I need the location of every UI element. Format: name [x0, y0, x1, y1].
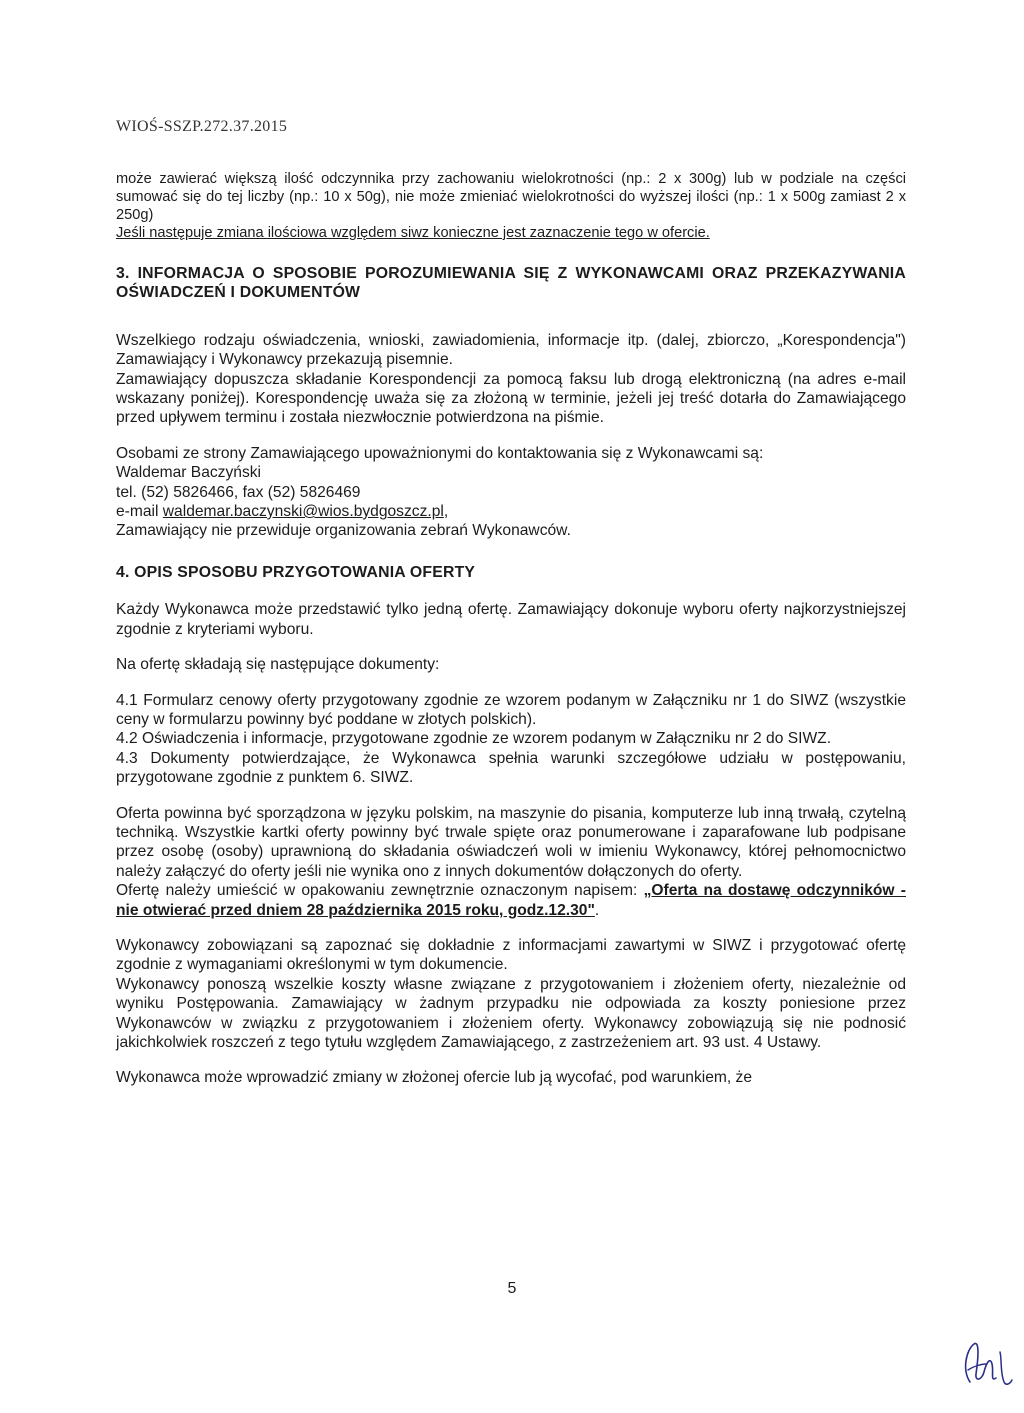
contact-intro: Osobami ze strony Zamawiającego upoważnionymi do kontaktowania się z Wykonawcami są: — [116, 444, 764, 462]
section-4-paragraph-6: Wykonawcy ponoszą wszelkie koszty własne związane z przygotowaniem i złożeniem oferty, niezależnie od wyniku Postępowania. Zamawiający w żadnym przypadku nie odpowiada za koszty poniesione przez Wykonawców w związku z przygotowaniem i złożeniem oferty. Wykonawcy zobowiązują się nie podnosić jakichkolwiek roszczeń z tego tytułu względem Zamawiającego, z zastrzeżeniem art. 93 ust. 4 Ustawy. — [116, 975, 906, 1051]
page-content — [116, 170, 906, 1088]
contact-phone: tel. (52) 5826466, fax (52) 5826469 — [116, 483, 361, 501]
email-suffix: , — [443, 503, 449, 521]
envelope-label-text: „Oferta na dostawę odczynników - nie otwierać przed dniem 28 października 2015 roku, godz.12.30" — [116, 882, 906, 919]
intro-paragraph: może zawierać większą ilość odczynnika przy zachowaniu wielokrotności (np.: 2 x 300g) lub w podziale na części sumować się do tej liczby (np.: 10 x 50g), nie może zmieniać wielokrotności do wyższej ilości (np.: 1 x 500g zamiast 2 x 250g) — [116, 171, 906, 223]
section-4-paragraph-5: Wykonawcy zobowiązani są zapoznać się dokładnie z informacjami zawartymi w SIWZ i przygotować ofertę zgodnie z wymaganiami określonymi w tym dokumencie. — [116, 936, 906, 974]
section-4-paragraph-4 — [116, 881, 906, 920]
section-4-paragraph-7: Wykonawca może wprowadzić zmiany w złożonej ofercie lub ją wycofać, pod warunkiem, że — [116, 1069, 753, 1087]
section-4-item-3: 4.3 Dokumenty potwierdzające, że Wykonawca spełnia warunki szczegółowe udziału w postępowaniu, przygotowane zgodnie z punktem 6. SIWZ. — [116, 749, 906, 787]
section-4-heading: 4. OPIS SPOSOBU PRZYGOTOWANIA OFERTY — [116, 563, 476, 581]
intro-note-underlined: Jeśli następuje zmiana ilościowa względem siwz konieczne jest zaznaczenie tego w ofercie. — [116, 225, 710, 241]
section-4-item-2: 4.2 Oświadczenia i informacje, przygotowane zgodnie ze wzorem podanym w Załączniku nr 2 do SIWZ. — [116, 730, 832, 748]
section-3-paragraph-2: Zamawiający dopuszcza składanie Korespondencji za pomocą faksu lub drogą elektroniczną (na adres e-mail wskazany poniżej). Korespondencję uważa się za złożoną w terminie, jeżeli jej treść dotarła do Zamawiającego przed upływem terminu i została niezwłocznie potwierdzona na piśmie. — [116, 370, 906, 427]
section-4-paragraph-3: Oferta powinna być sporządzona w języku polskim, na maszynie do pisania, komputerze lub inną trwałą, czytelną techniką. Wszystkie kartki oferty powinny być trwale spięte oraz ponumerowane i zaparafowane lub podpisane przez osobę (osoby) uprawnioną do składania oświadczeń woli w imieniu Wykonawcy, której pełnomocnictwo należy załączyć do oferty jeśli nie wynika ono z innych dokumentów dołączonych do oferty. — [116, 804, 906, 880]
section-4-paragraph-2: Na ofertę składają się następujące dokumenty: — [116, 656, 440, 674]
section-4-paragraph-1: Każdy Wykonawca może przedstawić tylko jedną ofertę. Zamawiający dokonuje wyboru oferty najkorzystniejszej zgodnie z kryteriami wyboru. — [116, 601, 906, 638]
handwritten-initials-icon — [956, 1330, 1016, 1390]
contact-name: Waldemar Baczyński — [116, 464, 262, 482]
email-label: e-mail — [116, 503, 163, 521]
page-number: 5 — [507, 1280, 517, 1297]
section-4-item-1: 4.1 Formularz cenowy oferty przygotowany zgodnie ze wzorem podanym w Załączniku nr 1 do SIWZ (wszystkie ceny w formularzu powinny być poddane w złotych polskich). — [116, 691, 906, 728]
envelope-label-end: . — [594, 901, 600, 919]
section-3-heading: 3. INFORMACJA O SPOSOBIE POROZUMIEWANIA SIĘ Z WYKONAWCAMI ORAZ PRZEKAZYWANIA OŚWIADCZEŃ I DOKUMENTÓW — [116, 265, 906, 302]
document-reference-number: WIOŚ-SSZP.272.37.2015 — [116, 118, 288, 135]
envelope-label-lead: Ofertę należy umieścić w opakowaniu zewnętrznie oznaczonym napisem: — [116, 882, 644, 900]
email-link[interactable]: waldemar.baczynski@wios.bydgoszcz.pl — [162, 503, 444, 521]
no-meetings-note: Zamawiający nie przewiduje organizowania zebrań Wykonawców. — [116, 522, 571, 540]
section-3-paragraph-1: Wszelkiego rodzaju oświadczenia, wnioski, zawiadomienia, informacje itp. (dalej, zbiorczo, „Korespondencja") Zamawiający i Wykonawcy przekazują pisemnie. — [116, 331, 906, 369]
contact-email-line — [116, 502, 906, 521]
